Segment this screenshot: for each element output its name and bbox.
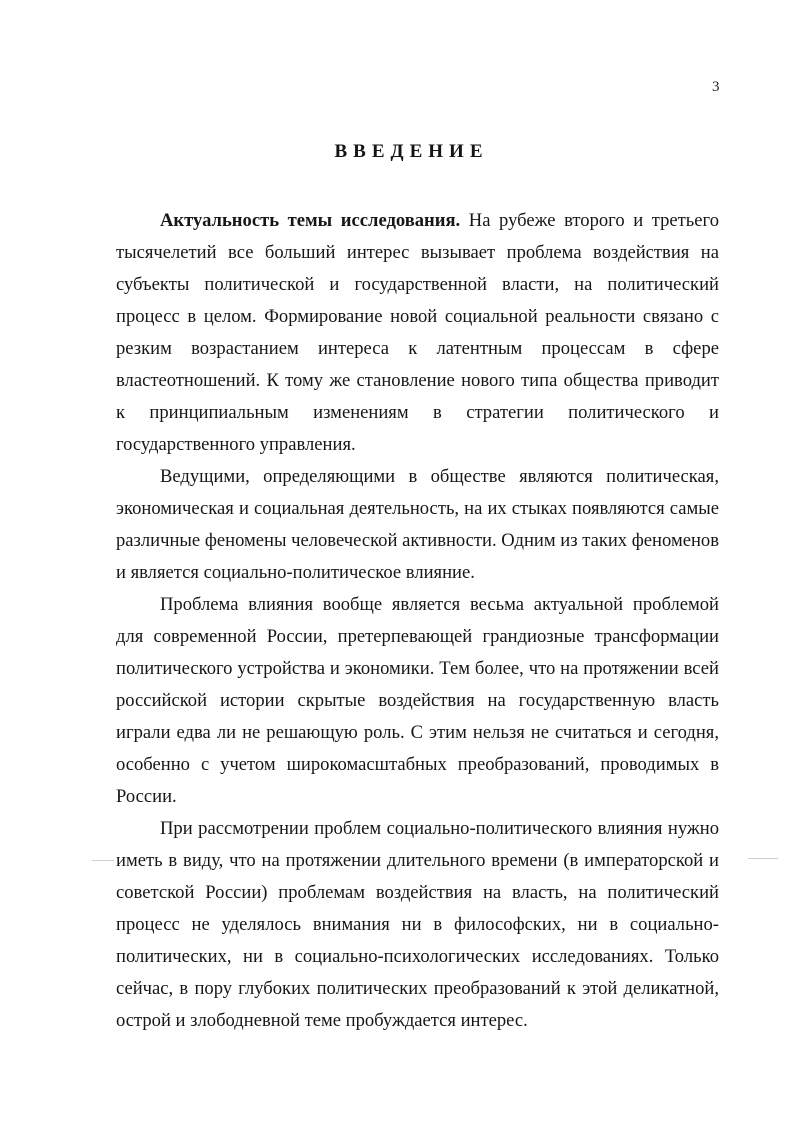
- paragraph-activities: [116, 461, 719, 589]
- paragraph-text: Ведущими, определяющими в обществе являются политическая, экономическая и социальная деятельность, на их стыках появляются самые различные феномены человеческой активности. Одним из таких феноменов и является социально-политическое влияние.: [116, 466, 719, 583]
- paragraph-text: Проблема влияния вообще является весьма актуальной проблемой для современной России, претерпевающей грандиозные трансформации политического устройства и экономики. Тем более, что на протяжении всей российской истории скрытые воздействия на государственную власть играли едва ли не решающую роль. С этим нельзя не считаться и сегодня, особенно с учетом широкомасштабных преобразований, проводимых в России.: [116, 594, 719, 807]
- paragraph-lead: Актуальность темы исследования.: [160, 210, 461, 231]
- page-title: ВВЕДЕНИЕ: [334, 141, 489, 162]
- paragraph-relevance: [116, 205, 719, 461]
- paragraph-text: На рубеже второго и третьего тысячелетий все больший интерес вызывает проблема воздействия на субъекты политической и государственной власти, на политический процесс в целом. Формирование новой социальной реальности связано с резким возрастанием интереса к латентным процессам в сфере властеотношений. К тому же становление нового типа общества приводит к принципиальным изменениям в стратегии политического и государственного управления.: [116, 210, 719, 455]
- document-body: [116, 205, 719, 1037]
- scan-speck: [92, 860, 114, 861]
- scan-speck: [748, 858, 778, 859]
- paragraph-influence-problem: [116, 589, 719, 813]
- paragraph-text: При рассмотрении проблем социально-политического влияния нужно иметь в виду, что на протяжении длительного времени (в императорской и советской России) проблемам воздействия на власть, на политический процесс не уделялось внимания ни в философских, ни в социально-политических, ни в социально-психологических исследованиях. Только сейчас, в пору глубоких политических преобразований к этой деликатной, острой и злободневной теме пробуждается интерес.: [116, 818, 719, 1031]
- paragraph-research-history: [116, 813, 719, 1037]
- page-number: 3: [712, 79, 720, 95]
